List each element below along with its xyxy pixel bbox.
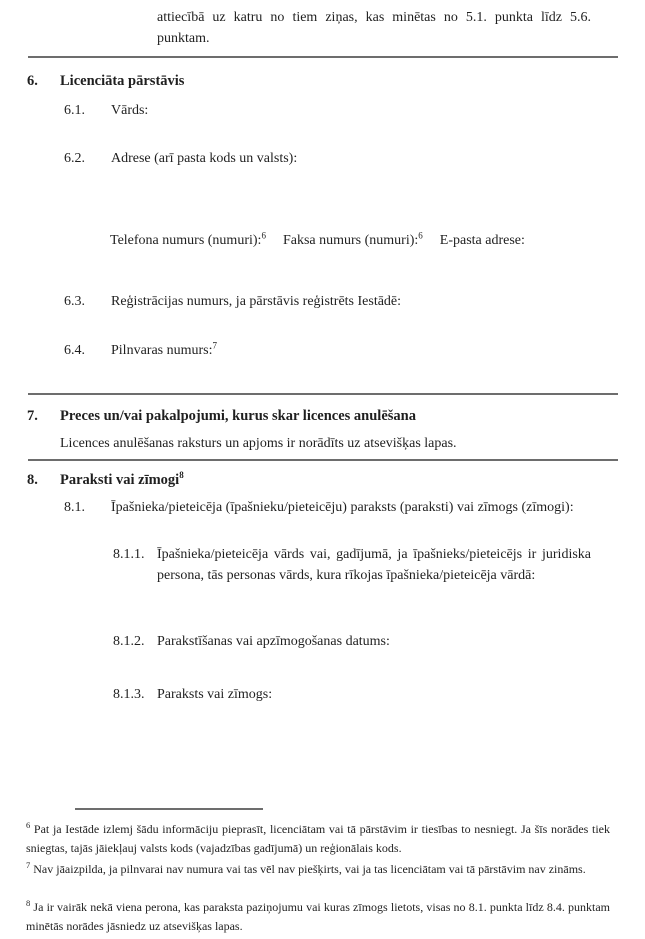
item-number: 8.1.1.	[113, 547, 145, 562]
item-label: Pilnvaras numurs:$^7$	[111, 340, 217, 358]
item-8-1	[64, 497, 591, 518]
item-label: Īpašnieka/pieteicēja (īpašnieku/pieteicēju) paraksts (paraksti) vai zīmogs (zīmogi):	[111, 500, 574, 515]
phone-label: Telefona numurs (numuri):$^6$	[110, 230, 266, 248]
item-number: 8.1.3.	[113, 687, 145, 702]
footnote-marker-6: 6	[26, 820, 31, 830]
item-8-1-2	[113, 631, 591, 652]
section-title: Preces un/vai pakalpojumi, kurus skar licences anulēšana	[60, 408, 416, 424]
item-8-1-1	[113, 544, 591, 586]
footnote-ref-7: 7	[212, 340, 217, 351]
email-label: E-pasta adrese:	[439, 233, 525, 248]
rule-above-section-7	[28, 393, 618, 395]
section-number: 7.	[27, 408, 38, 424]
item-number: 6.3.	[64, 294, 85, 309]
section-7-body: Licences anulēšanas raksturs un apjoms ir norādīts uz atsevišķas lapas.	[60, 436, 457, 451]
item-number: 6.2.	[64, 151, 85, 166]
footnote-7	[26, 860, 610, 879]
footnote-8	[26, 898, 610, 935]
footnote-marker-8: 8	[26, 898, 31, 908]
fax-label: Faksa numurs (numuri):$^6$	[282, 230, 423, 248]
item-number: 8.1.2.	[113, 634, 145, 649]
item-label: Adrese (arī pasta kods un valsts):	[111, 151, 298, 166]
footnote-ref-6: 6	[418, 230, 423, 241]
section-number: 8.	[27, 472, 38, 488]
section-7-heading	[27, 406, 617, 427]
item-number: 8.1.	[64, 500, 85, 515]
item-6-3	[64, 291, 609, 312]
footnote-marker-7: 7	[26, 860, 31, 870]
section-title: Licenciāta pārstāvis	[60, 73, 185, 89]
phone-fax-email-row	[110, 230, 525, 251]
rule-above-section-6	[28, 56, 618, 58]
item-number: 6.4.	[64, 343, 85, 358]
item-6-4	[64, 340, 594, 361]
item-number: 6.1.	[64, 103, 85, 118]
item-label: Vārds:	[111, 103, 149, 118]
footnote-ref-8: 8	[179, 470, 184, 481]
section-6-heading	[27, 71, 597, 92]
item-label: Reģistrācijas numurs, ja pārstāvis reģistrēts Iestādē:	[111, 294, 402, 309]
footnote-text: Ja ir vairāk nekā viena perona, kas paraksta paziņojumu vai kuras zīmogs lietots, visas no 8.1. punkta līdz 8.4. punktam minētās norādes jāsniedz uz atsevišķas lapas.	[26, 900, 610, 933]
intro-paragraph: attiecībā uz katru no tiem ziņas, kas minētas no 5.1. punkta līdz 5.6. punktam.	[157, 10, 591, 46]
item-label: Īpašnieka/pieteicēja vārds vai, gadījumā, ja īpašnieks/pieteicējs ir juridiska persona, tās personas vārds, kura rīkojas īpašnieka/pieteicēja vārdā:	[157, 547, 591, 583]
footnote-text: Pat ja Iestāde izlemj šādu informāciju pieprasīt, licenciātam vai tā pārstāvim ir tiesības to nesniegt. Ja šīs norādes tiek sniegtas, tajās jāiekļauj valsts kods (vajadzības gadījumā) un reģionālais kods.	[26, 822, 610, 855]
footnote-text: Nav jāaizpilda, ja pilnvarai nav numura vai tas vēl nav piešķirts, vai ja tas licenciātam vai tā pārstāvim nav zināms.	[30, 862, 586, 876]
item-6-2	[64, 148, 594, 169]
footnote-ref-6: 6	[261, 230, 266, 241]
section-8-heading	[27, 470, 617, 491]
item-6-1	[64, 100, 594, 121]
section-number: 6.	[27, 73, 38, 89]
item-label: Parakstīšanas vai apzīmogošanas datums:	[157, 634, 390, 649]
footnote-6	[26, 820, 610, 857]
section-title: Paraksti vai zīmogi$^8$	[60, 470, 184, 488]
item-label: Paraksts vai zīmogs:	[157, 687, 273, 702]
footnote-separator	[75, 808, 263, 810]
rule-above-section-8	[28, 459, 618, 461]
item-8-1-3	[113, 684, 591, 705]
